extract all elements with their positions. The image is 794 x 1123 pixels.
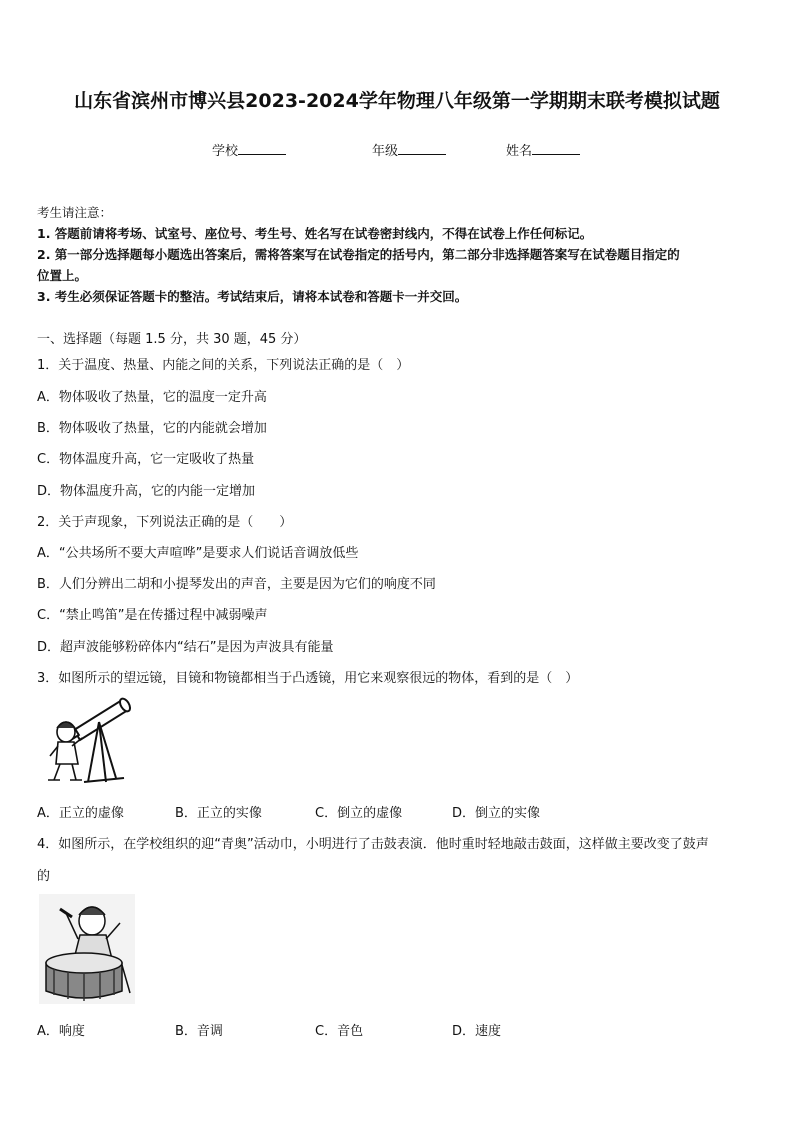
grade-field — [372, 140, 446, 159]
q3-option-d[interactable]: D．倒立的实像 — [452, 806, 541, 821]
question-4-stem-cont: 的 — [37, 869, 51, 884]
notice-item: 2. 第一部分选择题每小题选出答案后，需将答案写在试卷指定的括号内，第二部分非选择题答案写在试卷题目指定的 — [37, 247, 680, 262]
name-label: 姓名 — [506, 144, 533, 159]
name-blank[interactable] — [532, 142, 580, 155]
school-blank[interactable] — [238, 142, 286, 155]
q2-option-a[interactable]: A．“公共场所不要大声喧哗”是要求人们说话音调放低些 — [37, 546, 359, 561]
q3-option-b[interactable]: B．正立的实像 — [175, 806, 262, 821]
q1-option-a[interactable]: A．物体吸收了热量，它的温度一定升高 — [37, 390, 267, 405]
drum-figure — [38, 893, 136, 1005]
q3-options — [37, 802, 757, 820]
notice-heading: 考生请注意： — [37, 205, 113, 220]
question-4-stem: 4．如图所示，在学校组织的迎“青奥”活动巾，小明进行了击鼓表演．他时重时轻地敲击鼓面，这样做主要改变了鼓声 — [37, 837, 709, 852]
q4-option-c[interactable]: C．音色 — [315, 1024, 364, 1039]
q4-option-d[interactable]: D．速度 — [452, 1024, 502, 1039]
q4-option-b[interactable]: B．音调 — [175, 1024, 223, 1039]
school-field — [212, 140, 286, 159]
exam-title: 山东省滨州市博兴县2023-2024学年物理八年级第一学期期末联考模拟试题 — [74, 90, 720, 112]
notice-item: 3. 考生必须保证答题卡的整洁。考试结束后，请将本试卷和答题卡一并交回。 — [37, 289, 468, 304]
q1-option-b[interactable]: B．物体吸收了热量，它的内能就会增加 — [37, 421, 267, 436]
question-3-stem: 3．如图所示的望远镜，目镜和物镜都相当于凸透镜，用它来观察很远的物体，看到的是（ ） — [37, 671, 579, 686]
grade-blank[interactable] — [398, 142, 446, 155]
section-heading: 一、选择题（每题 1.5 分，共 30 题，45 分） — [37, 332, 307, 347]
grade-label: 年级 — [372, 144, 399, 159]
q1-option-c[interactable]: C．物体温度升高，它一定吸收了热量 — [37, 452, 255, 467]
q3-option-a[interactable]: A．正立的虚像 — [37, 806, 124, 821]
q2-option-c[interactable]: C．“禁止鸣笛”是在传播过程中减弱噪声 — [37, 608, 268, 623]
notice-item: 位置上。 — [37, 268, 88, 283]
question-2-stem: 2．关于声现象，下列说法正确的是（ ） — [37, 515, 293, 530]
q4-options — [37, 1020, 757, 1038]
name-field — [506, 140, 580, 159]
q3-option-c[interactable]: C．倒立的虚像 — [315, 806, 403, 821]
q1-option-d[interactable]: D．物体温度升高，它的内能一定增加 — [37, 484, 256, 499]
school-label: 学校 — [212, 144, 239, 159]
q4-option-a[interactable]: A．响度 — [37, 1024, 85, 1039]
question-1-stem: 1．关于温度、热量、内能之间的关系，下列说法正确的是（ ） — [37, 358, 410, 373]
notice-item: 1. 答题前请将考场、试室号、座位号、考生号、姓名写在试卷密封线内，不得在试卷上作任何标记。 — [37, 226, 593, 241]
q2-option-b[interactable]: B．人们分辨出二胡和小提琴发出的声音，主要是因为它们的响度不同 — [37, 577, 436, 592]
telescope-figure — [44, 694, 134, 786]
q2-option-d[interactable]: D．超声波能够粉碎体内“结石”是因为声波具有能量 — [37, 640, 334, 655]
